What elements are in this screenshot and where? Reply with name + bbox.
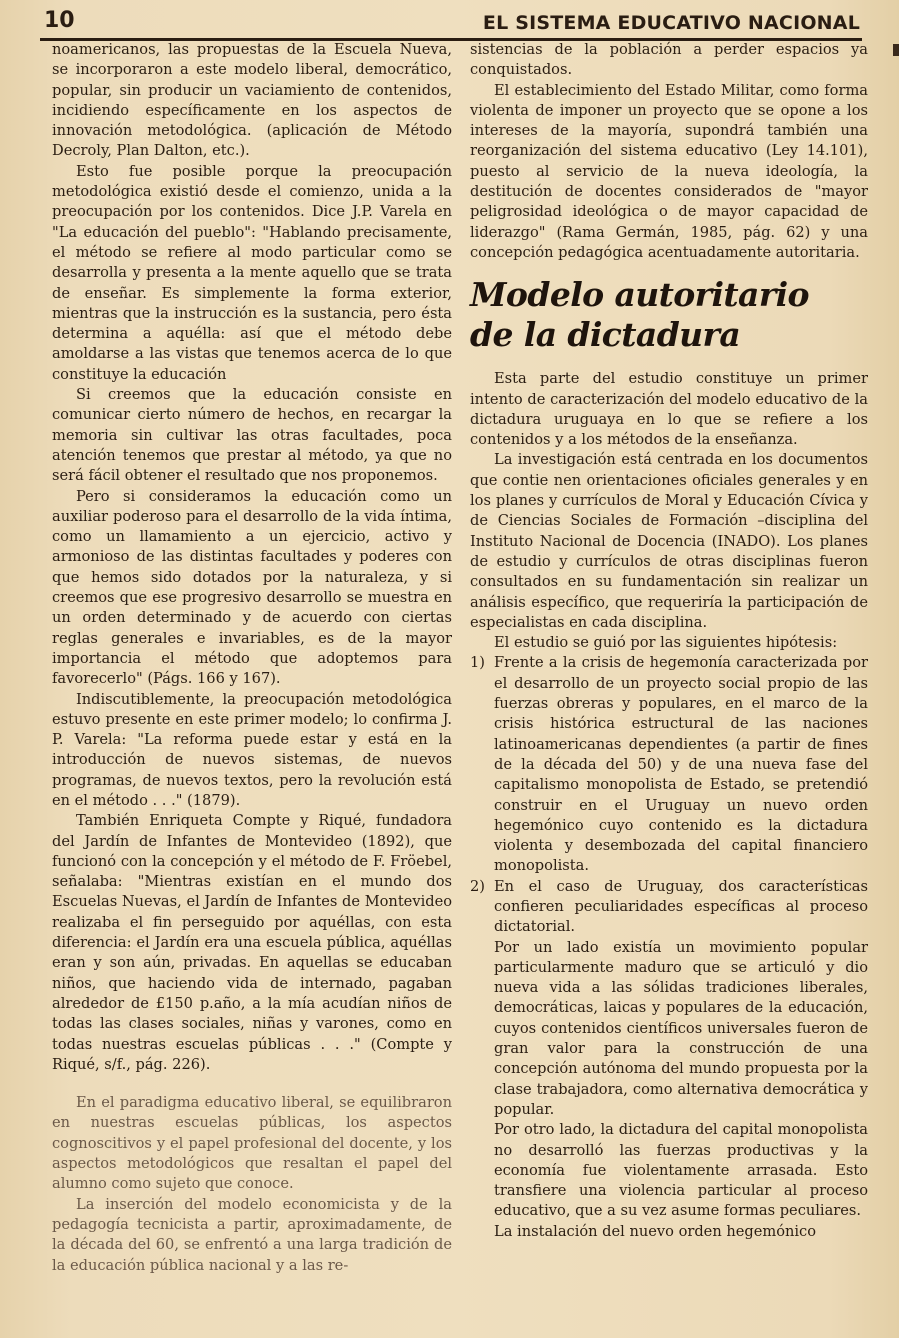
- paragraph: La inserción del modelo economicista y de la pedagogía tecnicista a partir, aproximadamente, de la década del 60, se enfrentó a una larga tradición de la educación pública nacional y a las re-: [52, 1195, 452, 1274]
- hypothesis-number: 2): [470, 877, 485, 895]
- page-number: 10: [44, 8, 75, 33]
- paragraph: Esto fue posible porque la preocupación metodológica existió desde el comienzo, unida a la preocupación por los contenidos. Dice J.P. Varela en "La educación del pueblo": "Hablando precisamente, el método se refiere al modo particular como se desarrolla y presenta a la mente aquello que se trata de enseñar. Es simplemente la forma exterior, mientras que la instrucción es la sustancia, pero ésta determina a aquélla: así que el método debe amoldarse a las vistas que tenemos acerca de lo que constituye la educación: [52, 162, 452, 383]
- paragraph: noamericanos, las propuestas de la Escuela Nueva, se incorporaron a este modelo liberal, democrático, popular, sin producir un vaciamiento de contenidos, incidiendo específicamente en los aspectos de innovación metodológica. (aplicación de Método Decroly, Plan Dalton, etc.).: [52, 41, 452, 160]
- hypothesis-item: [470, 877, 868, 1242]
- hypothesis-text: Por un lado existía un movimiento popular particularmente maduro que se articuló y dio nueva vida a las sólidas tradiciones liberales, democráticas, laicas y populares de la educación, cuyos contenidos científicos universales fueron de gran valor para la construcción de una concepción autónoma del mundo propuesta por la clase trabajadora, como alternativa democrática y popular.: [494, 938, 868, 1118]
- paragraph: La investigación está centrada en los documentos que contie nen orientaciones oficiales generales y en los planes y currículos de Moral y Educación Cívica y de Ciencias Sociales de Formación –disciplina del Instituto Nacional de Docencia (INADO). Los planes de estudio y currículos de otras disciplinas fueron consultados en su fundamentación sin realizar un análisis específico, que requeriría la participación de especialistas en cada disciplina.: [470, 451, 868, 631]
- paragraph: El estudio se guió por las siguientes hipótesis:: [494, 634, 838, 652]
- section-heading-line: Modelo autoritario: [470, 275, 809, 315]
- hypothesis-number: 1): [470, 654, 485, 672]
- paragraph: Pero si consideramos la educación como un auxiliar poderoso para el desarrollo de la vida íntima, como un llamamiento a un ejercicio, activo y armonioso de las distintas facultades y poderes con que hemos sido dotados por la naturaleza, y si creemos que ese progresivo desarrollo se muestra en un orden determinado y de acuerdo con ciertas reglas generales e invariables, es de la mayor importancia el método que adoptemos para favorecerlo" (Págs. 166 y 167).: [52, 487, 452, 688]
- edge-mark: [893, 44, 899, 56]
- hypothesis-text: En el caso de Uruguay, dos características confieren peculiaridades específicas al proceso dictatorial.: [494, 877, 868, 936]
- left-column: [52, 40, 452, 1276]
- running-head: EL SISTEMA EDUCATIVO NACIONAL: [482, 12, 860, 34]
- hypothesis-item: [470, 653, 868, 876]
- paragraph: El establecimiento del Estado Militar, como forma violenta de imponer un proyecto que se opone a los intereses de la mayoría, supondrá también una reorganización del sistema educativo (Ley 14.101), puesto al servicio de la nueva ideología, la destitución de docentes considerados de "mayor peligrosidad ideológica o de mayor capacidad de liderazgo" (Rama Germán, 1985, pág. 62) y una concepción pedagógica acentuadamente autoritaria.: [470, 81, 868, 261]
- paragraph: Indiscutiblemente, la preocupación metodológica estuvo presente en este primer modelo; lo confirma J. P. Varela: "La reforma puede estar y está en la introducción de nuevos sistemas, de nuevos programas, de nuevos textos, pero la revolución está en el método . . ." (1879).: [52, 690, 452, 809]
- paragraph: sistencias de la población a perder espacios ya conquistados.: [470, 41, 868, 79]
- paragraph: También Enriqueta Compte y Riqué, fundadora del Jardín de Infantes de Montevideo (1892), que funcionó con la concepción y el método de F. Fröebel, señalaba: "Mientras existían en el mundo dos Escuelas Nuevas, el Jardín de Infantes de Montevideo realizaba el fin perseguido por aquéllas, con esta diferencia: el Jardín era una escuela pública, aquéllas eran y son aún, privadas. En aquellas se educaban niños, que haciendo vida de internado, pagaban alrededor de £150 p.año, a la mía acudían niños de todas las clases sociales, niñas y varones, como en todas nuestras escuelas públicas . . ." (Compte y Riqué, s/f., pág. 226).: [52, 812, 452, 1073]
- hypothesis-text: Frente a la crisis de hegemonía caracterizada por el desarrollo de un proyecto social propio de las fuerzas obreras y populares, en el marco de la crisis histórica estructural de las naciones latinoamericanas dependientes (a partir de fines de la década del 50) y de una nueva fase del capitalismo monopolista de Estado, se pretendió construir en el Uruguay un nuevo orden hegemónico cuyo contenido es la dictadura violenta y desembozada del capital financiero monopolista.: [494, 654, 868, 875]
- hypothesis-text: La instalación del nuevo orden hegemónico: [494, 1222, 817, 1240]
- page-header: [40, 6, 862, 41]
- paragraph: Esta parte del estudio constituye un primer intento de caracterización del modelo educativo de la dictadura uruguaya en lo que se refiere a los contenidos y a los métodos de la enseñanza.: [470, 370, 868, 449]
- paragraph: Si creemos que la educación consiste en comunicar cierto número de hechos, en recargar la memoria sin cultivar las otras facultades, poca atención tenemos que prestar al método, ya que no será fácil obtener el resultado que nos proponemos.: [52, 386, 452, 485]
- section-heading-line: de la dictadura: [470, 315, 741, 355]
- paragraph: En el paradigma educativo liberal, se equilibraron en nuestras escuelas públicas, los aspectos cognoscitivos y el papel profesional del docente, y los aspectos metodológicos que resaltan el papel del alumno como sujeto que conoce.: [52, 1094, 452, 1193]
- hypothesis-text: Por otro lado, la dictadura del capital monopolista no desarrolló las fuerzas productivas y la economía fue violentamente arrasada. Esto transfiere una violencia particular al proceso educativo, que a su vez asume formas peculiares.: [494, 1121, 868, 1220]
- section-heading: [470, 275, 868, 355]
- right-column: [470, 40, 868, 1242]
